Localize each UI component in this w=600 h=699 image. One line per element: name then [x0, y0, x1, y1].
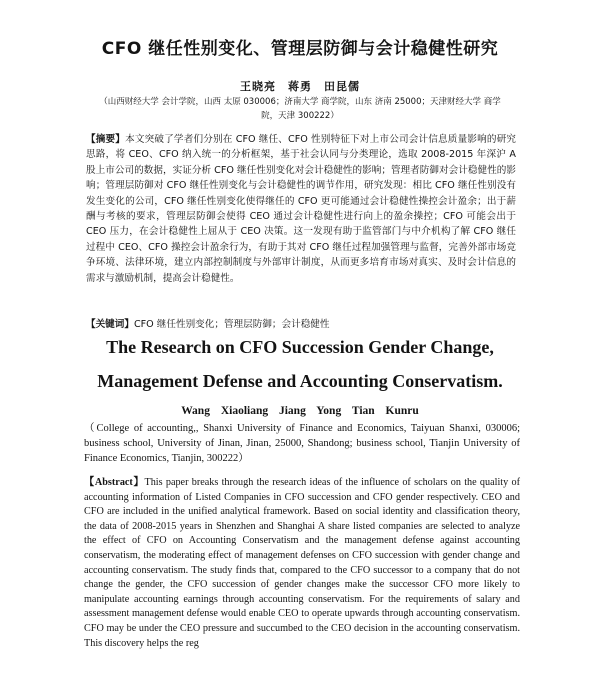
chinese-authors: 王晓亮 蒋勇 田昆儒 [240, 80, 360, 93]
chinese-abstract [86, 132, 516, 286]
chinese-abstract-text: 本文突破了学者们分别在 CFO 继任、CFO 性别特征下对上市公司会计信息质量影响的研究思路，将 CEO、CFO 纳入统一的分析框架，基于社会认同与分类理论，选取 2008-2015 年深沪 A 股上市公司的数据，实证分析 CFO 继任性别变化对会计稳健性的影响；管理者防御对会计稳健性的影响；管理层防御对 CFO 继任性别变化与会计稳健性的调节作用，研究发现：相比 CFO 继任性别没有发生变化的公司，CFO 继任性别变化使得继任的 CFO 更可能通过会计稳健性操控会计盈余；出于薪酬与考核的要求，管理层防御会使得 CEO 通过会计稳健性进行向上的盈余操控；CFO 可能会出于 CEO 压力，在会计稳健性上屈从于 CEO 决策。这一发现有助于监管部门与中介机构了解 CFO 继任过程中 CEO、CFO 操控会计盈余行为，有助于其对 CFO 继任过程加强管理与监督，完善外部市场竞争环境、法律环境，建立内部控制制度与外部审计制度，从而更多培育市场对真实、及时会计信息的需求与激励机制，提高会计稳健性。 [86, 134, 517, 284]
english-authors: Wang Xiaoliang Jiang Yong Tian Kunru [181, 405, 419, 417]
chinese-abstract-label: 【摘要】 [86, 134, 126, 145]
chinese-affiliation: （山西财经大学 会计学院，山西 太原 030006；济南大学 商学院，山东 济南 25000；天津财经大学 商学院，天津 300222） [99, 97, 501, 121]
chinese-keywords-text: CFO 继任性别变化；管理层防御；会计稳健性 [133, 319, 330, 330]
english-title-line-1: The Research on CFO Succession Gender Change, [106, 337, 494, 357]
chinese-keywords-label: 【关键词】 [86, 319, 134, 330]
english-title-line-2: Management Defense and Accounting Conservatism. [97, 371, 503, 391]
english-affiliation: （College of accounting,, Shanxi University of Finance and Economics, Taiyuan Shanxi, 030006; business school, University of Jinan, Jinan, 25000, Shandong; business school, Tianjin University of Finance Economics, Tianjin, 300222） [84, 423, 520, 464]
chinese-title: CFO 继任性别变化、管理层防御与会计稳健性研究 [101, 39, 499, 59]
english-abstract-text: This paper breaks through the research ideas of the influence of scholars on the quality of accounting information of Listed Companies in CFO succession and CFO gender respectively. CEO and CFO are included in the unified analytical framework. Based on social identity and classification theory, the data of 2008-2015 years in Shenzhen and Shanghai A share listed companies are selected to analyze the effect of CFO on Accounting Conservatism and the management defense against accounting conservatism, the moderating effect of management defenses on CFO succession with gender change and accounting conservatism. The study finds that, compared to the CFO successor to a company that do not change the gender, the CFO succession of gender changes make the successor CFO more likely to manipulate accounting earnings through accounting conservatism. For the requirements of salary and assessment management defense would enable CEO to operate upwards through accounting conservatism. CFO may be under the CEO pressure and succumbed to the CEO decision in the accounting conservatism. This discovery helps the reg [84, 477, 520, 649]
chinese-keywords [86, 316, 516, 330]
english-abstract [84, 476, 520, 651]
english-abstract-label: 【Abstract】 [84, 477, 145, 488]
